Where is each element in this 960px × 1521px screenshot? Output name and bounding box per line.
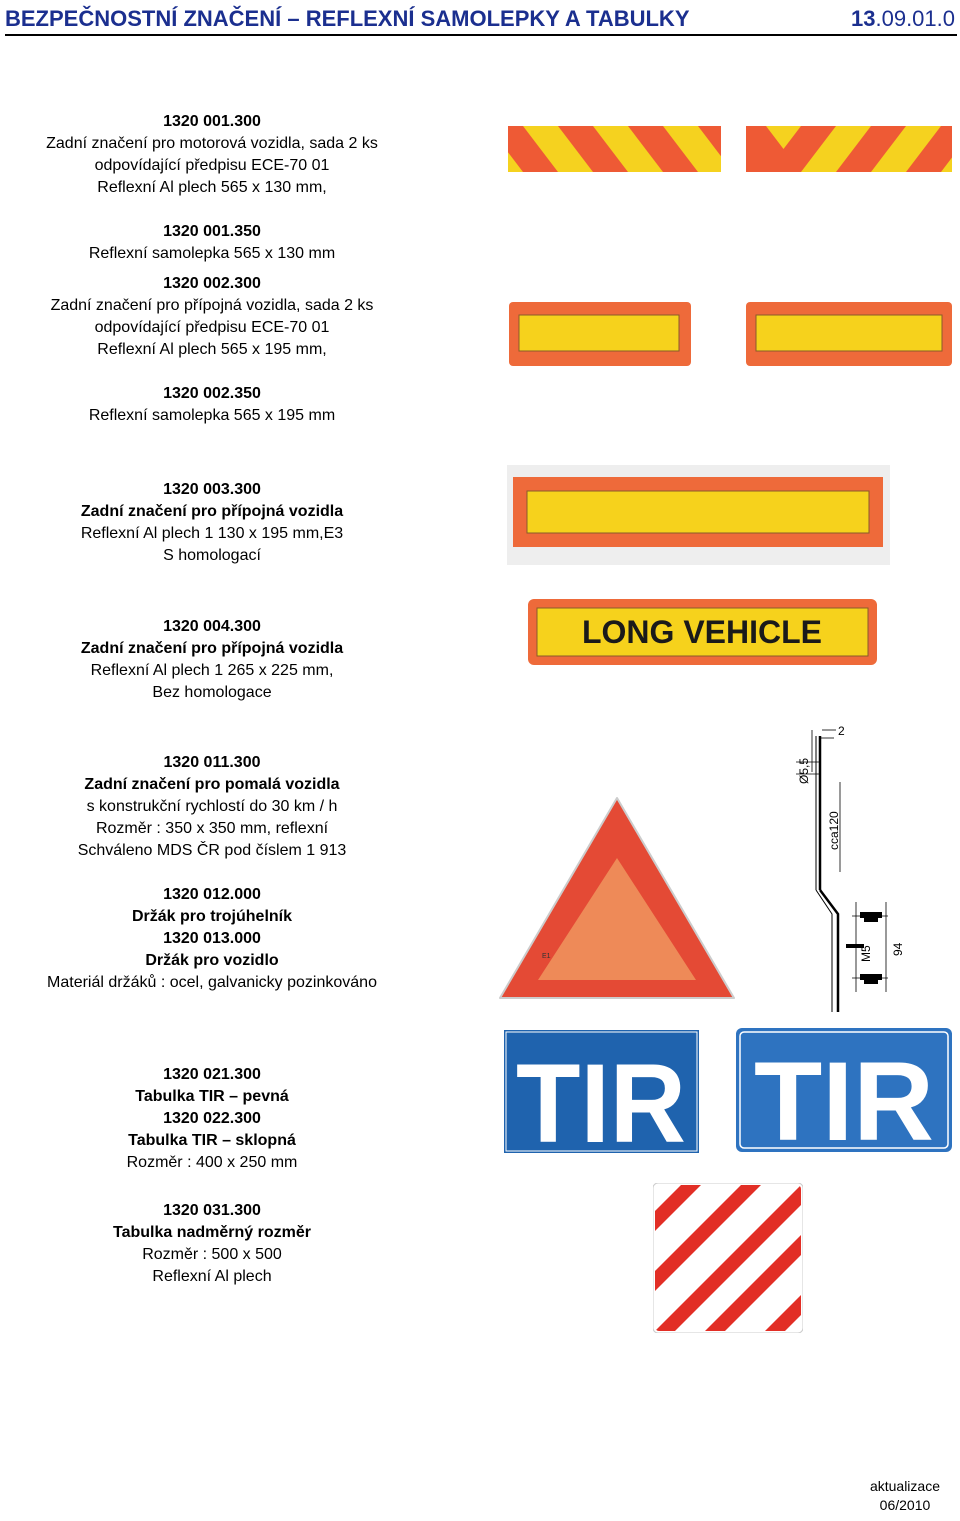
product-spec: Reflexní Al plech 1 130 x 195 mm,E3 [80,525,344,542]
update-date: 06/2010 [879,1497,931,1513]
product-description: Zadní značení pro přípojná vozidla, sada 2 ks [50,297,374,314]
product-spec: Reflexní Al plech [152,1268,272,1285]
product-spec: Reflexní samolepka 565 x 130 mm [88,245,336,262]
product-code: 1320 002.350 [163,385,261,402]
update-label: aktualizace [869,1478,940,1494]
product-block-003 [20,479,404,567]
product-description: Tabulka TIR – pevná [135,1088,289,1105]
update-note [870,1477,940,1515]
striped-warning-board-right [746,126,952,172]
product-code: 1320 012.000 [163,886,261,903]
product-spec: Rozměr : 500 x 500 [142,1246,282,1263]
product-code: 1320 022.300 [163,1110,261,1127]
product-code: 1320 003.300 [163,481,261,498]
product-code: 1320 013.000 [163,930,261,947]
product-block-021 [20,1064,404,1174]
tir-plate-folding [736,1028,952,1152]
product-spec: Reflexní Al plech 1 265 x 225 mm, [90,662,334,679]
product-code: 1320 002.300 [163,275,261,292]
product-code: 1320 004.300 [163,618,261,635]
bracket-technical-drawing [776,722,906,1022]
product-block-002 [20,273,404,427]
product-block-031 [20,1200,404,1288]
product-spec: Schváleno MDS ČR pod číslem 1 913 [77,842,347,859]
long-reflective-board [507,465,890,565]
product-description: Tabulka nadměrný rozměr [113,1224,311,1241]
product-description: Zadní značení pro motorová vozidla, sada 2 ks [46,135,378,152]
tir-text: TIR [754,1039,934,1152]
framed-reflective-board-left [509,302,691,366]
striped-warning-board-left [508,126,721,172]
dimension-thread: M5 [859,945,873,962]
product-code: 1320 031.300 [163,1202,261,1219]
page-title: BEZPEČNOSTNÍ ZNAČENÍ – REFLEXNÍ SAMOLEPKY A TABULKY [5,6,690,31]
product-code: 1320 001.300 [163,113,261,130]
product-description: Držák pro vozidlo [145,952,279,969]
product-block-011 [20,752,404,994]
product-description: Zadní značení pro přípojná vozidla [80,503,344,520]
product-code: 1320 001.350 [163,223,261,240]
product-description: Zadní značení pro přípojná vozidla [80,640,344,657]
product-spec: s konstrukční rychlostí do 30 km / h [86,798,338,815]
product-spec: odpovídající předpisu ECE-70 01 [94,157,330,174]
dimension-length: cca120 [827,811,841,850]
oversize-load-plate [653,1183,803,1333]
product-block-001 [20,111,404,265]
tir-plate-fixed [504,1030,699,1153]
product-spec: Reflexní Al plech 565 x 130 mm, [97,179,327,196]
product-code: 1320 011.300 [163,754,261,771]
product-spec: S homologací [163,547,261,564]
product-spec: Reflexní samolepka 565 x 195 mm [88,407,336,424]
slow-vehicle-triangle [496,792,738,1002]
dimension-hole-diameter: Ø5,5 [797,757,811,784]
framed-reflective-board-right [746,302,952,366]
dimension-thickness: 2 [838,724,845,738]
product-block-004 [20,616,404,704]
product-spec: odpovídající předpisu ECE-70 01 [94,319,330,336]
product-spec: Reflexní Al plech 565 x 195 mm, [97,341,327,358]
product-description: Tabulka TIR – sklopná [128,1132,296,1149]
product-code: 1320 021.300 [163,1066,261,1083]
product-spec: Bez homologace [152,684,272,701]
tir-text: TIR [516,1041,686,1153]
product-spec: Rozměr : 400 x 250 mm [126,1154,298,1171]
product-spec: Materiál držáků : ocel, galvanicky pozinkováno [47,974,377,991]
approval-mark: E1 [542,953,551,960]
product-description: Zadní značení pro pomalá vozidla [84,776,340,793]
long-vehicle-text: LONG VEHICLE [581,614,823,650]
product-description: Držák pro trojúhelník [131,908,293,925]
catalog-code: 13.09.01.0 [851,6,955,31]
dimension-height: 94 [891,942,905,956]
page-header [5,4,957,36]
long-vehicle-board [528,599,877,665]
product-spec: Rozměr : 350 x 350 mm, reflexní [95,820,329,837]
